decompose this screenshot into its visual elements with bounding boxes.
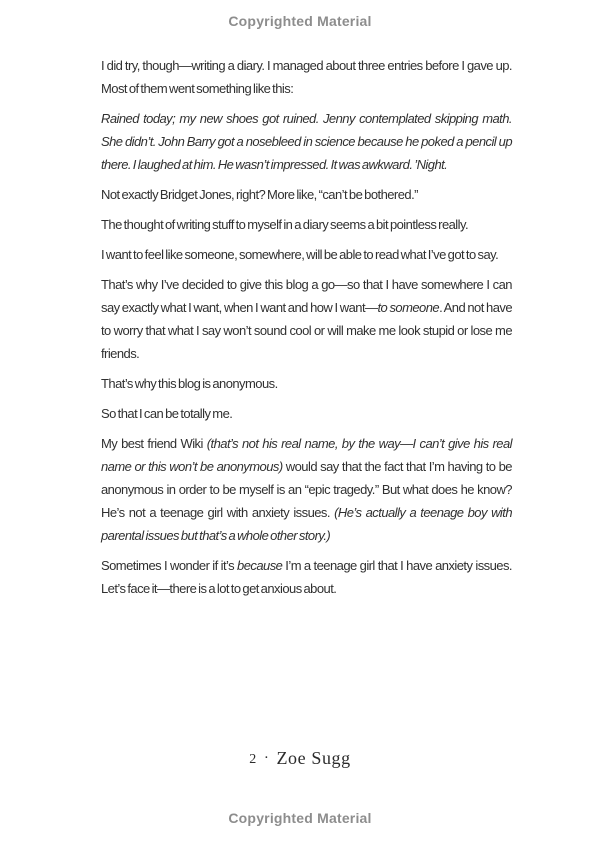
text-run: Sometimes I wonder if it’s (101, 558, 238, 573)
paragraph (101, 432, 512, 547)
page-number: 2 (249, 752, 257, 767)
copyright-banner-bottom: Copyrighted Material (228, 810, 372, 826)
text-run: So that I can be totally me. (101, 406, 233, 421)
text-run: I did try, though—writing a diary. I managed about three entries before I gave up. Most of them went something like this: (101, 58, 512, 96)
text-run: . And not have to worry that what I say won’t sound cool or will make me look stupid or lose me friends. (101, 300, 512, 361)
paragraph (101, 273, 512, 365)
text-run: I’m a teenage girl that I have anxiety issues. Let’s face it—there is a lot to get anxious about. (101, 558, 512, 596)
italic-text-run: because (237, 558, 283, 573)
footer-separator: · (263, 750, 270, 766)
text-run: The thought of writing stuff to myself in a diary seems a bit pointless really. (101, 217, 469, 232)
text-run: That’s why I’ve decided to give this blog a go—so that I have somewhere I can say exactly what I want, when I want and how I want— (101, 277, 512, 315)
paragraph (101, 372, 512, 395)
italic-text-run: to someone (377, 300, 440, 315)
text-run: I want to feel like someone, somewhere, will be able to read what I’ve got to say. (101, 247, 499, 262)
italic-text-run: (He’s actually a teenage boy with parental issues but that’s a whole other story.) (101, 505, 512, 543)
italic-text-run: Rained today; my new shoes got ruined. Jenny contemplated skipping math. She didn’t. John Barry got a nosebleed in science because he poked a pencil up there. I laughed at him. He wasn’t impressed. It was awkward. ’Night. (101, 111, 512, 172)
copyright-banner-top: Copyrighted Material (228, 13, 372, 29)
paragraph (101, 54, 512, 100)
page-footer (0, 748, 600, 769)
text-run: My best friend Wiki (101, 436, 207, 451)
text-run: Not exactly Bridget Jones, right? More like, “can’t be bothered.” (101, 187, 418, 202)
paragraph (101, 183, 512, 206)
paragraph (101, 243, 512, 266)
text-run: would say that the fact that I’m having to be anonymous in order to be myself is an “epic tragedy.” But what does he know? He’s not a teenage girl with anxiety issues. (101, 459, 512, 520)
paragraph (101, 213, 512, 236)
paragraph (101, 402, 512, 425)
text-run: That’s why this blog is anonymous. (101, 376, 278, 391)
body-text (101, 54, 512, 607)
paragraph (101, 554, 512, 600)
paragraph (101, 107, 512, 176)
italic-text-run: (that’s not his real name, by the way—I can’t give his real name or this won’t be anonymous) (101, 436, 512, 474)
author-name: Zoe Sugg (276, 748, 351, 768)
